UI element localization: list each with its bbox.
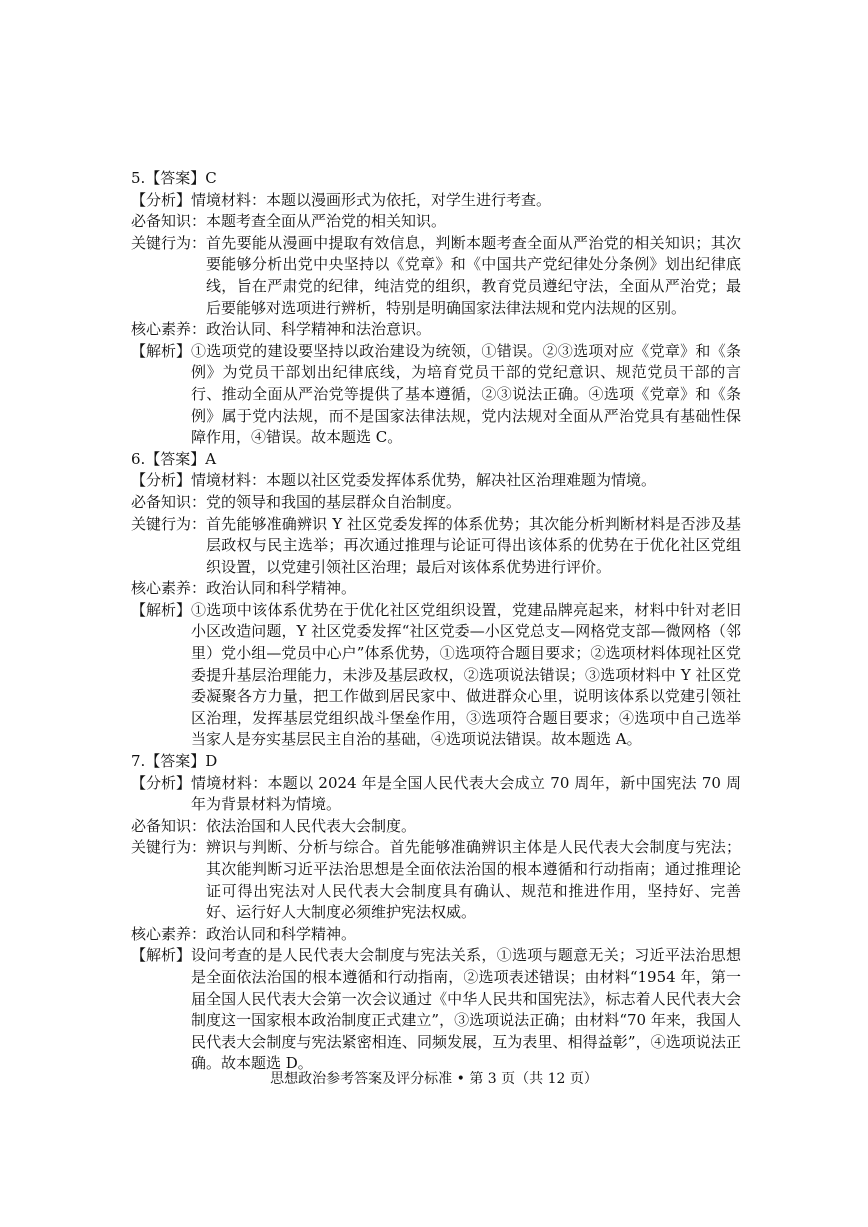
- answer-line: 5.【答案】C: [131, 169, 217, 187]
- behavior-row: [131, 233, 741, 319]
- behavior-text: 首先要能从漫画中提取有效信息，判断本题考查全面从严治党的相关知识；其次要能够分析出党中央坚持以《党章》和《中国共产党纪律处分条例》划出纪律底线，旨在严肃党的纪律，纯洁党的组织，教育党员遵纪守法，全面从严治党；最后要能够对选项进行辨析，特别是明确国家法律法规和党内法规的区别。: [206, 233, 741, 317]
- analysis-row: [131, 190, 741, 212]
- analysis-text: 情境材料：本题以社区党委发挥体系优势，解决社区治理难题为情境。: [191, 471, 657, 490]
- explain-label: 【解析】: [131, 341, 192, 360]
- page-footer: 思想政治参考答案及评分标准 • 第 3 页（共 12 页）: [270, 1071, 598, 1087]
- answer-line: 7.【答案】D: [131, 752, 218, 771]
- knowledge-label: 必备知识：: [131, 492, 207, 511]
- literacy-label: 核心素养：: [131, 579, 207, 598]
- analysis-label: 【分析】: [131, 773, 192, 792]
- analysis-label: 【分析】: [131, 190, 192, 209]
- behavior-label: 关键行为：: [131, 233, 207, 252]
- knowledge-text: 党的领导和我国的基层群众自治制度。: [206, 492, 462, 511]
- behavior-label: 关键行为：: [131, 514, 207, 533]
- explain-text: ①选项党的建设要坚持以政治建设为统领，①错误。②③选项对应《党章》和《条例》为党员干部划出纪律底线，为培育党员干部的党纪意识、规范党员干部的言行、推动全面从严治党等提供了基本遵循，②③说法正确。④选项《党章》和《条例》属于党内法规，而不是国家法律法规，党内法规对全面从严治党具有基础性保障作用，④错误。故本题选 C。: [191, 341, 741, 447]
- analysis-text: 情境材料：本题以 2024 年是全国人民代表大会成立 70 周年，新中国宪法 70 周年为背景材料为情境。: [191, 773, 741, 814]
- analysis-row: [131, 773, 741, 816]
- explain-text: 设问考查的是人民代表大会制度与宪法关系，①选项与题意无关；习近平法治思想是全面依法治国的根本遵循和行动指南，②选项表述错误；由材料“1954 年，第一届全国人民代表大会第一次会议通过《中华人民共和国宪法》，标志着人民代表大会制度这一国家根本政治制度正式建立”，③选项说法正确；由材料“70 年来，我国人民代表大会制度与宪法紧密相连、同频发展，互为表里、相得益彰”，④选项说法正确。故本题选 D。: [191, 946, 741, 1073]
- literacy-text: 政治认同和科学精神。: [206, 924, 357, 943]
- knowledge-row: [131, 492, 741, 514]
- literacy-text: 政治认同和科学精神。: [206, 579, 357, 598]
- explain-label: 【解析】: [131, 600, 192, 619]
- behavior-row: [131, 837, 741, 923]
- explain-row: [131, 600, 741, 751]
- knowledge-row: [131, 816, 741, 838]
- knowledge-text: 本题考查全面从严治党的相关知识。: [206, 212, 447, 231]
- analysis-row: [131, 470, 741, 492]
- explain-row: [131, 341, 741, 449]
- literacy-row: [131, 319, 741, 341]
- analysis-label: 【分析】: [131, 471, 192, 490]
- knowledge-label: 必备知识：: [131, 212, 207, 231]
- knowledge-label: 必备知识：: [131, 816, 207, 835]
- question-5: [131, 168, 741, 449]
- literacy-text: 政治认同、科学精神和法治意识。: [206, 320, 432, 339]
- behavior-row: [131, 514, 741, 579]
- explain-label: 【解析】: [131, 946, 192, 965]
- behavior-label: 关键行为：: [131, 838, 207, 857]
- analysis-text: 情境材料：本题以漫画形式为依托，对学生进行考查。: [191, 190, 552, 209]
- explain-text: ①选项中该体系优势在于优化社区党组织设置，党建品牌亮起来，材料中针对老旧小区改造问题，Y 社区党委发挥“社区党委—小区党总支—网格党支部—微网格（邻里）党小组—党员中心户”体系优势，①选项符合题目要求；②选项材料体现社区党委提升基层治理能力，未涉及基层政权，②选项说法错误；③选项材料中 Y 社区党委凝聚各方力量，把工作做到居民家中、做进群众心里，说明该体系以党建引领社区治理，发挥基层党组织战斗堡垒作用，③选项符合题目要求；④选项中自己选举当家人是夯实基层民主自治的基础，④选项说法错误。故本题选 A。: [191, 600, 741, 749]
- answer-line: 6.【答案】A: [131, 449, 217, 468]
- question-7: [131, 751, 741, 1075]
- knowledge-text: 依法治国和人民代表大会制度。: [206, 816, 417, 835]
- question-6: [131, 449, 741, 751]
- literacy-row: [131, 924, 741, 946]
- explain-row: [131, 945, 741, 1075]
- behavior-text: 首先能够准确辨识 Y 社区党委发挥的体系优势；其次能分析判断材料是否涉及基层政权与民主选举；再次通过推理与论证可得出该体系的优势在于优化社区党组织设置，以党建引领社区治理；最后对该体系优势进行评价。: [206, 514, 741, 576]
- literacy-label: 核心素养：: [131, 320, 207, 339]
- answer-content: [131, 168, 741, 1075]
- behavior-text: 辨识与判断、分析与综合。首先能够准确辨识主体是人民代表大会制度与宪法；其次能判断习近平法治思想是全面依法治国的根本遵循和行动指南；通过推理论证可得出宪法对人民代表大会制度具有确认、规范和推进作用，坚持好、完善好、运行好人大制度必须维护宪法权威。: [206, 838, 741, 922]
- literacy-label: 核心素养：: [131, 924, 207, 943]
- knowledge-row: [131, 211, 741, 233]
- literacy-row: [131, 578, 741, 600]
